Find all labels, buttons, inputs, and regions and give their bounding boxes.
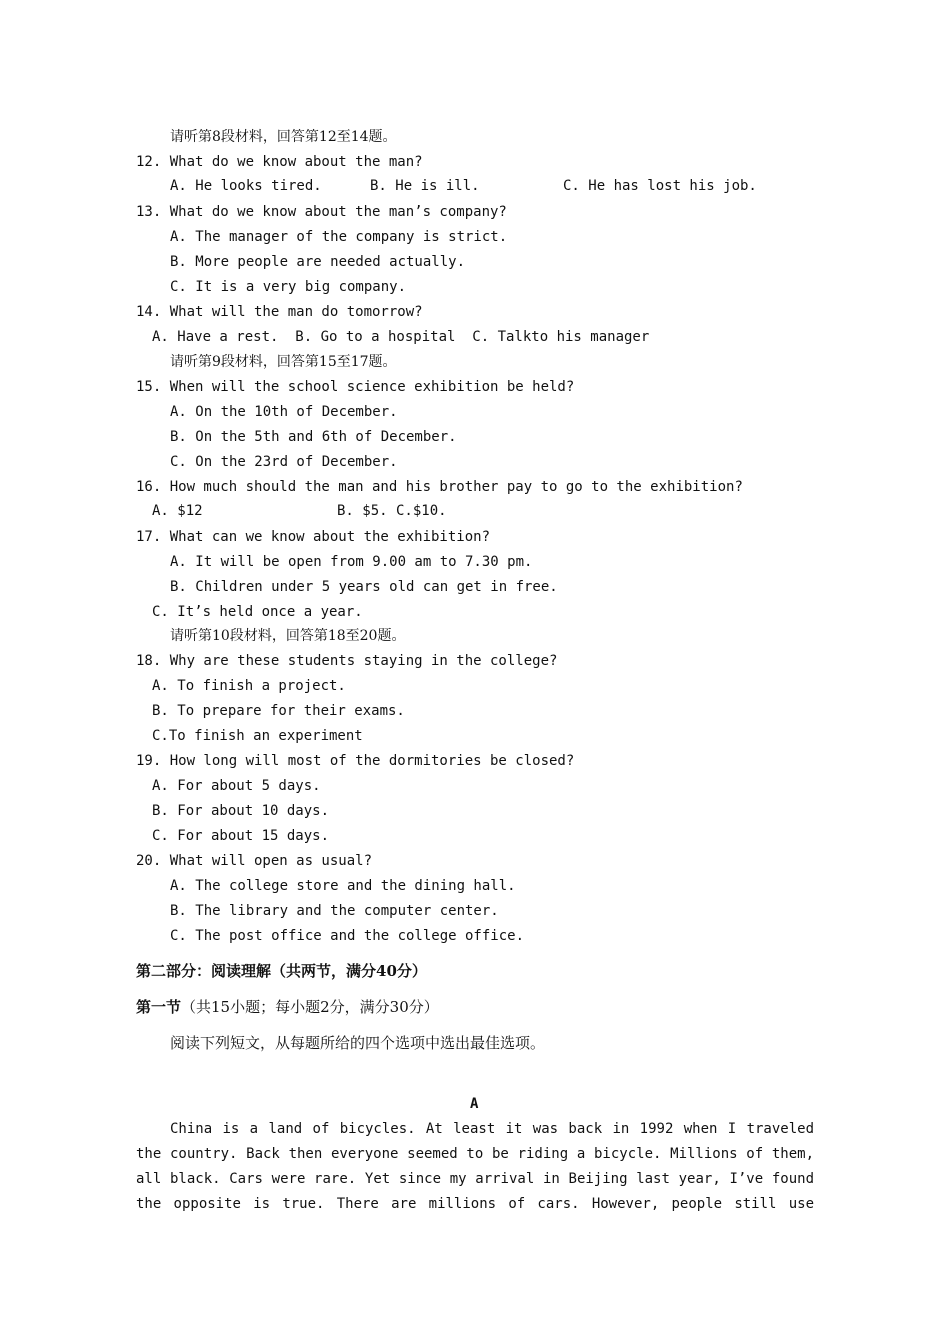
q12-option-c: C. He has lost his job. (563, 178, 757, 194)
q13-option-c: C. It is a very big company. (170, 279, 407, 295)
q16-stem: 16. How much should the man and his brother pay to go to the exhibition? (136, 479, 743, 495)
q12-option-b: B. He is ill. (370, 178, 480, 194)
part2-section1-label: 第一节 (136, 998, 182, 1016)
q16-option-bc: B. $5. C.$10. (337, 503, 447, 519)
q14-stem: 14. What will the man do tomorrow? (136, 304, 423, 320)
q20-option-b: B. The library and the computer center. (170, 903, 499, 919)
q13-option-b: B. More people are needed actually. (170, 254, 466, 270)
q18-stem: 18. Why are these students staying in the college? (136, 653, 558, 669)
passage-line-3: all black. Cars were rare. Yet since my arrival in Beijing last year, I’ve found (136, 1171, 814, 1187)
q15-stem: 15. When will the school science exhibition be held? (136, 379, 575, 395)
q20-stem: 20. What will open as usual? (136, 853, 373, 869)
q19-option-a: A. For about 5 days. (152, 778, 321, 794)
q15-option-b: B. On the 5th and 6th of December. (170, 429, 457, 445)
q18-option-b: B. To prepare for their exams. (152, 703, 405, 719)
passage-title: A (470, 1096, 479, 1112)
q18-option-c: C.To finish an experiment (152, 728, 363, 744)
part2-title: 第二部分：阅读理解（共两节，满分40分） (136, 962, 427, 980)
q12-option-a: A. He looks tired. (170, 178, 322, 194)
section8-intro: 请听第8段材料，回答第12至14题。 (170, 129, 397, 145)
q17-option-b: B. Children under 5 years old can get in free. (170, 579, 558, 595)
q13-stem: 13. What do we know about the man’s company? (136, 204, 507, 220)
passage-line-1: China is a land of bicycles. At least it was back in 1992 when I traveled (170, 1121, 814, 1137)
q17-option-c: C. It’s held once a year. (152, 604, 363, 620)
q15-option-c: C. On the 23rd of December. (170, 454, 398, 470)
q19-option-b: B. For about 10 days. (152, 803, 330, 819)
q19-option-c: C. For about 15 days. (152, 828, 330, 844)
section10-intro: 请听第10段材料，回答第18至20题。 (170, 628, 406, 644)
q20-option-a: A. The college store and the dining hall. (170, 878, 516, 894)
reading-instructions: 阅读下列短文，从每题所给的四个选项中选出最佳选项。 (170, 1034, 546, 1052)
q15-option-a: A. On the 10th of December. (170, 404, 398, 420)
q13-option-a: A. The manager of the company is strict. (170, 229, 508, 245)
q12-stem: 12. What do we know about the man? (136, 154, 423, 170)
q20-option-c: C. The post office and the college office. (170, 928, 525, 944)
q19-stem: 19. How long will most of the dormitories be closed? (136, 753, 575, 769)
q18-option-a: A. To finish a project. (152, 678, 346, 694)
passage-line-4: the opposite is true. There are millions of cars. However, people still use (136, 1196, 814, 1212)
section9-intro: 请听第9段材料，回答第15至17题。 (170, 354, 397, 370)
part2-section1-heading (136, 998, 439, 1016)
q14-options: A. Have a rest. B. Go to a hospital C. Talkto his manager (152, 329, 650, 345)
q16-option-a: A. $12 (152, 503, 203, 519)
q17-stem: 17. What can we know about the exhibition? (136, 529, 491, 545)
part2-section1-desc: （共15小题；每小题2分，满分30分） (181, 998, 439, 1016)
q17-option-a: A. It will be open from 9.00 am to 7.30 pm. (170, 554, 533, 570)
passage-line-2: the country. Back then everyone seemed to be riding a bicycle. Millions of them, (136, 1146, 814, 1162)
